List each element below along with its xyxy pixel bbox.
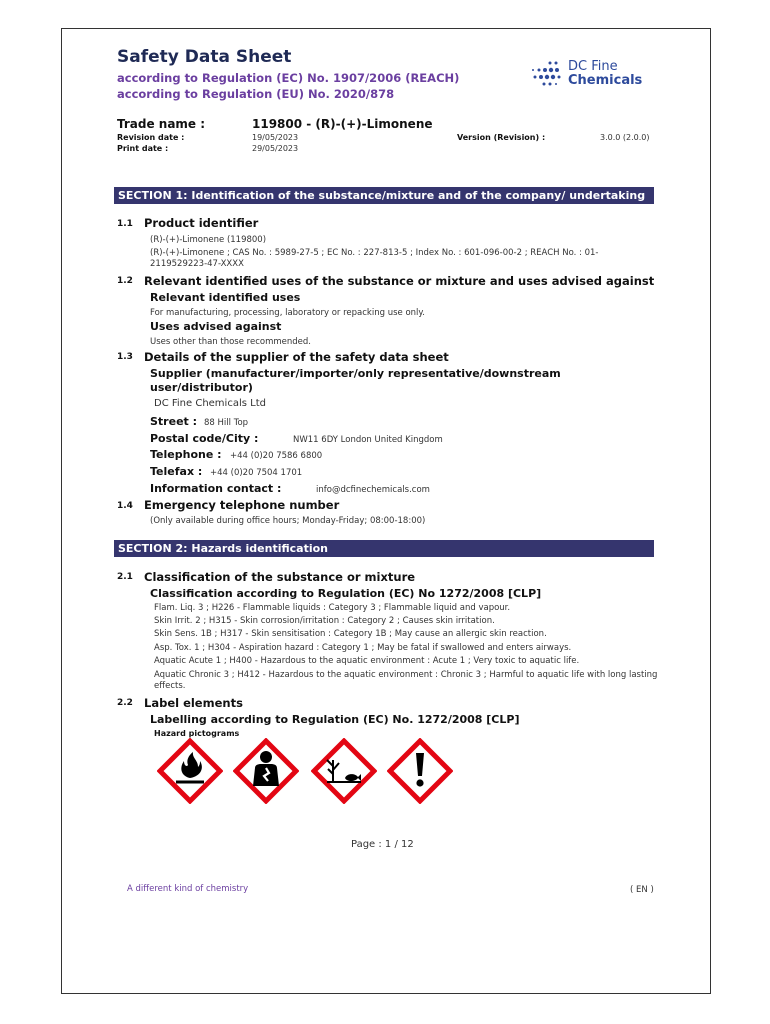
trade-name-value: 119800 - (R)-(+)-Limonene [252, 117, 433, 131]
revision-date-label: Revision date : [117, 133, 185, 142]
classification-item: Asp. Tox. 1 ; H304 - Aspiration hazard : Category 1 ; May be fatal if swallowed and enters airways. [154, 643, 572, 653]
street-label: Street : [150, 415, 198, 428]
street-value: 88 Hill Top [204, 418, 249, 428]
exclamation-icon [387, 738, 453, 804]
product-id-line2: (R)-(+)-Limonene ; CAS No. : 5989-27-5 ; EC No. : 227-813-5 ; Index No. : 601-096-00-2 ; REACH No. : 01- [150, 248, 599, 258]
uses-advised-against-heading: Uses advised against [150, 320, 282, 333]
section-2-1-number: 2.1 [117, 572, 133, 582]
print-date-label: Print date : [117, 144, 169, 153]
telefax-label: Telefax : [150, 465, 203, 478]
section-2-2-title: Label elements [144, 696, 243, 710]
classification-item: Aquatic Acute 1 ; H400 - Hazardous to the aquatic environment : Acute 1 ; Very toxic to aquatic life. [154, 656, 580, 666]
environment-icon [311, 738, 377, 804]
classification-heading: Classification according to Regulation (EC) No 1272/2008 [CLP] [150, 587, 542, 600]
print-date-value: 29/05/2023 [252, 144, 299, 153]
company-logo [530, 59, 650, 89]
supplier-company: DC Fine Chemicals Ltd [154, 398, 266, 409]
identified-uses-text: For manufacturing, processing, laboratory or repacking use only. [150, 308, 425, 318]
product-id-line3: 2119529223-47-XXXX [150, 259, 244, 269]
flame-icon [157, 738, 223, 804]
postal-city-label: Postal code/City : [150, 432, 259, 445]
version-value: 3.0.0 (2.0.0) [600, 133, 650, 142]
classification-item: Flam. Liq. 3 ; H226 - Flammable liquids : Category 3 ; Flammable liquid and vapour. [154, 603, 511, 613]
telephone-label: Telephone : [150, 448, 222, 461]
emergency-phone-note: (Only available during office hours; Monday-Friday; 08:00-18:00) [150, 516, 426, 526]
classification-item: Skin Irrit. 2 ; H315 - Skin corrosion/irritation : Category 2 ; Causes skin irritation. [154, 616, 495, 626]
footer-tagline: A different kind of chemistry [127, 884, 249, 894]
sds-page [61, 28, 711, 994]
section-1-2-number: 1.2 [117, 276, 133, 286]
document-title: Safety Data Sheet [117, 47, 292, 67]
hazard-pictograms-label: Hazard pictograms [154, 729, 240, 738]
regulation-line-2: according to Regulation (EU) No. 2020/878 [117, 87, 395, 101]
uses-advised-against-text: Uses other than those recommended. [150, 337, 311, 347]
section-2-header: SECTION 2: Hazards identification [114, 540, 654, 557]
section-2-1-title: Classification of the substance or mixture [144, 570, 416, 584]
section-1-1-title: Product identifier [144, 216, 259, 230]
page-number: Page : 1 / 12 [351, 839, 414, 850]
supplier-heading-cont: user/distributor) [150, 381, 253, 394]
classification-item: effects. [154, 681, 186, 691]
section-2-2-number: 2.2 [117, 698, 133, 708]
section-1-1-number: 1.1 [117, 219, 133, 229]
postal-city-value: NW11 6DY London United Kingdom [293, 435, 443, 445]
footer-language: ( EN ) [630, 885, 654, 895]
logo-text-line2: Chemicals [568, 73, 643, 88]
section-1-3-title: Details of the supplier of the safety data sheet [144, 350, 449, 364]
labelling-heading: Labelling according to Regulation (EC) No. 1272/2008 [CLP] [150, 713, 520, 726]
section-1-3-number: 1.3 [117, 352, 133, 362]
telephone-value: +44 (0)20 7586 6800 [230, 451, 323, 461]
identified-uses-heading: Relevant identified uses [150, 291, 301, 304]
section-1-header: SECTION 1: Identification of the substance/mixture and of the company/ undertaking [114, 187, 654, 204]
information-contact-label: Information contact : [150, 482, 282, 495]
product-id-line1: (R)-(+)-Limonene (119800) [150, 235, 267, 245]
telefax-value: +44 (0)20 7504 1701 [210, 468, 303, 478]
health-hazard-icon [233, 738, 299, 804]
trade-name-label: Trade name : [117, 117, 206, 131]
logo-dots-icon [530, 59, 564, 89]
section-1-4-number: 1.4 [117, 501, 133, 511]
classification-item: Aquatic Chronic 3 ; H412 - Hazardous to the aquatic environment : Chronic 3 ; Harmful to aquatic life with long lasting [154, 670, 658, 680]
regulation-line-1: according to Regulation (EC) No. 1907/2006 (REACH) [117, 71, 460, 85]
revision-date-value: 19/05/2023 [252, 133, 299, 142]
logo-text-line1: DC Fine [568, 59, 618, 74]
section-1-2-title: Relevant identified uses of the substance or mixture and uses advised against [144, 274, 655, 288]
version-label: Version (Revision) : [457, 133, 546, 142]
classification-item: Skin Sens. 1B ; H317 - Skin sensitisation : Category 1B ; May cause an allergic skin reaction. [154, 629, 547, 639]
supplier-heading: Supplier (manufacturer/importer/only representative/downstream [150, 367, 561, 380]
section-1-4-title: Emergency telephone number [144, 498, 340, 512]
information-contact-email[interactable]: info@dcfinechemicals.com [316, 485, 430, 495]
